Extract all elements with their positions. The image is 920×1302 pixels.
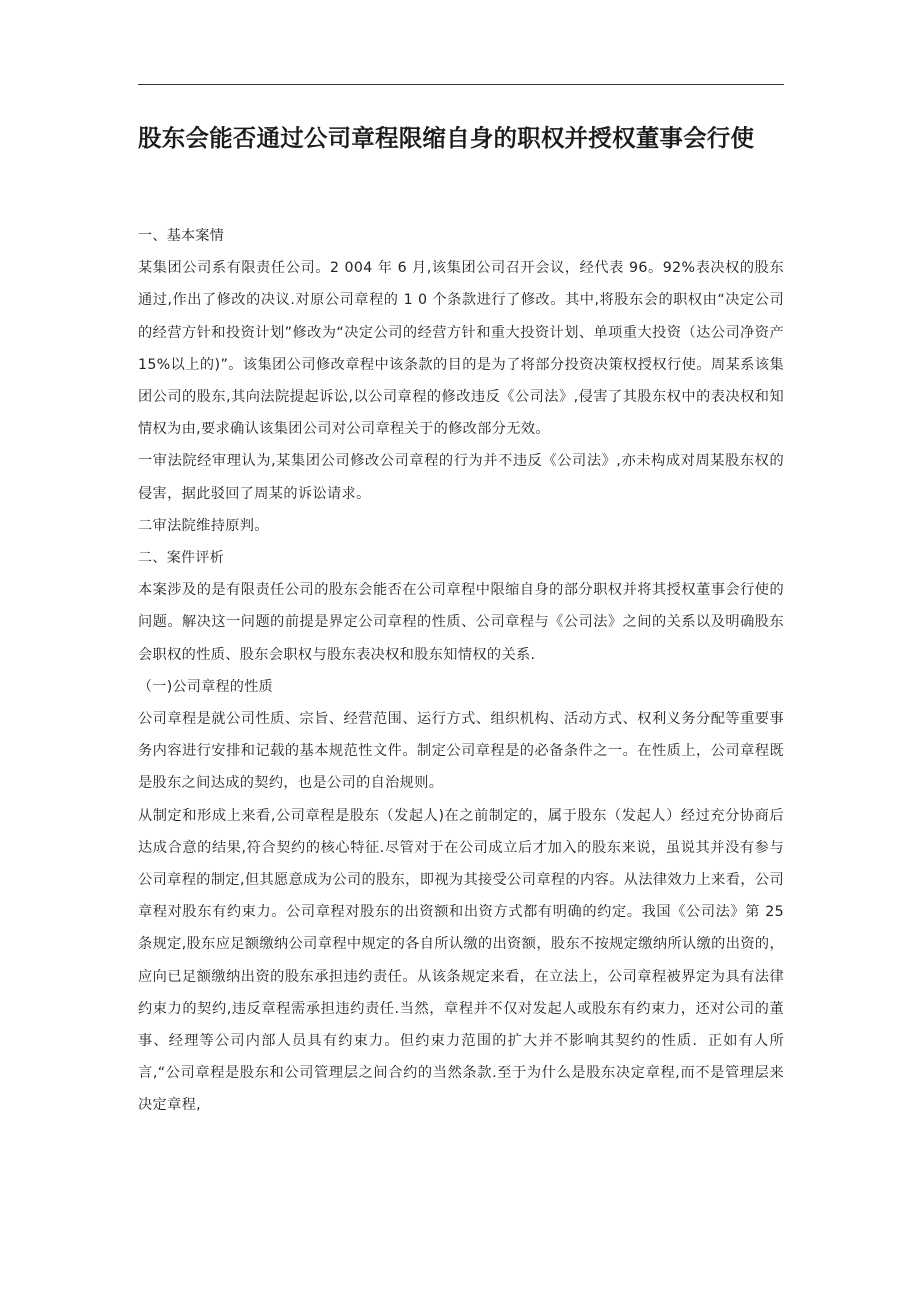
- section-heading-case-analysis: 二、案件评析: [138, 550, 225, 567]
- paragraph-charter-definition: 公司章程是就公司性质、宗旨、经营范围、运行方式、组织机构、活动方式、权利义务分配等重要事务内容进行安排和记载的基本规范性文件。制定公司章程是的必备条件之一。在性质上，公司章程既是股东之间达成的契约，也是公司的自治规则。: [138, 711, 784, 792]
- section-heading-basic-facts: 一、基本案情: [138, 228, 225, 244]
- subsection-heading-charter-nature: （一)公司章程的性质: [138, 678, 273, 695]
- paragraph-case-facts: 某集团公司系有限责任公司。2 004 年 6 月,该集团公司召开会议，经代表 96。92%表决权的股东通过,作出了修改的决议.对原公司章程的 1 0 个条款进行了修改。其中,将股东会的职权由“决定公司的经营方针和投资计划”修改为“决定公司的经营方针和重大投资计划、单项重大投资（达公司净资产 15%以上的)”。该集团公司修改章程中该条款的目的是为了将部分投资决策权授权行使。周某系该集团公司的股东,其向法院提起诉讼,以公司章程的修改违反《公司法》,侵害了其股东权中的表决权和知情权为由,要求确认该集团公司对公司章程关于的修改部分无效。: [138, 260, 784, 438]
- paragraph-first-instance: 一审法院经审理认为,某集团公司修改公司章程的行为并不违反《公司法》,亦未构成对周某股东权的侵害，据此驳回了周某的诉讼请求。: [138, 453, 784, 502]
- paragraph-analysis-intro: 本案涉及的是有限责任公司的股东会能否在公司章程中限缩自身的部分职权并将其授权董事会行使的问题。解决这一问题的前提是界定公司章程的性质、公司章程与《公司法》之间的关系以及明确股东会职权的性质、股东会职权与股东表决权和股东知情权的关系.: [138, 582, 784, 663]
- document-body: [138, 220, 784, 1122]
- header-rule: [138, 84, 784, 85]
- paragraph-second-instance: 二审法院维持原判。: [138, 517, 269, 534]
- document-title: 股东会能否通过公司章程限缩自身的职权并授权董事会行使: [138, 124, 755, 152]
- paragraph-charter-contract: 从制定和形成上来看,公司章程是股东（发起人)在之前制定的，属于股东（发起人）经过充分协商后达成合意的结果,符合契约的核心特征.尽管对于在公司成立后才加入的股东来说，虽说其并没有参与公司章程的制定,但其愿意成为公司的股东，即视为其接受公司章程的内容。从法律效力上来看，公司章程对股东有约束力。公司章程对股东的出资额和出资方式都有明确的约定。我国《公司法》第 25 条规定,股东应足额缴纳公司章程中规定的各自所认缴的出资额，股东不按规定缴纳所认缴的出资的，应向已足额缴纳出资的股东承担违约责任。从该条规定来看，在立法上，公司章程被界定为具有法律约束力的契约,违反章程需承担违约责任.当然，章程并不仅对发起人或股东有约束力，还对公司的董事、经理等公司内部人员具有约束力。但约束力范围的扩大并不影响其契约的性质．正如有人所言,“公司章程是股东和公司管理层之间合约的当然条款.至于为什么是股东决定章程,而不是管理层来决定章程,: [138, 807, 784, 1114]
